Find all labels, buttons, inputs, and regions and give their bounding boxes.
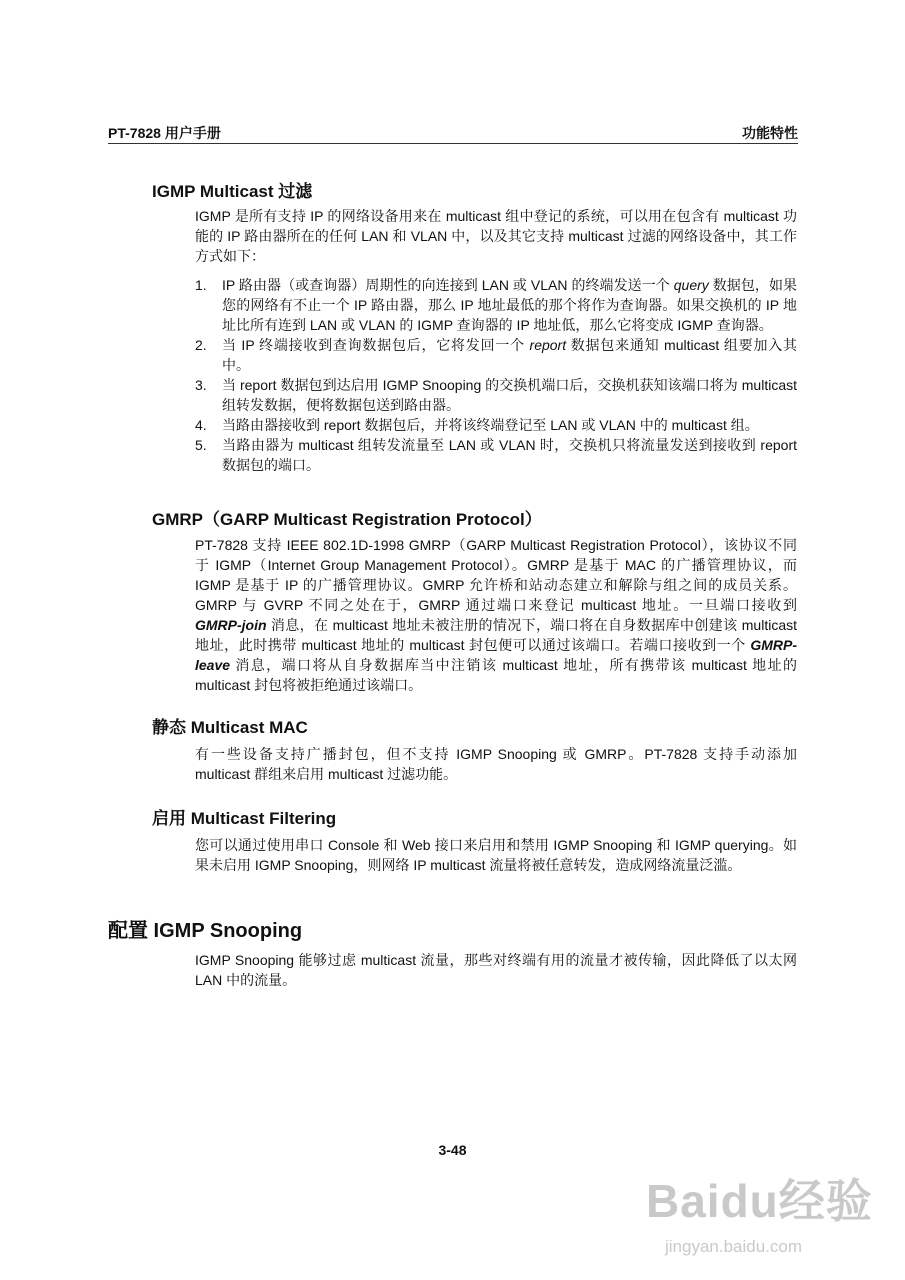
- configure-igmp-text: IGMP Snooping 能够过虑 multicast 流量，那些对终端有用的流量才被传输，因此降低了以太网 LAN 中的流量。: [195, 952, 797, 988]
- list-item: [195, 375, 797, 415]
- list-emphasis: report: [529, 337, 567, 353]
- baidu-watermark: [640, 1155, 890, 1270]
- header-section: 功能特性: [742, 125, 798, 141]
- gmrp-join-term: GMRP-join: [195, 617, 267, 633]
- section-title-enable-filtering: 启用 Multicast Filtering: [152, 809, 337, 828]
- watermark-url: jingyan.baidu.com: [665, 1237, 803, 1256]
- gmrp-text-3: 消息，端口将从自身数据库当中注销该 multicast 地址，所有携带该 multicast 地址的 multicast 封包将被拒绝通过该端口。: [195, 657, 797, 693]
- gmrp-paragraph: [195, 535, 797, 695]
- gmrp-text-2: 消息，在 multicast 地址未被注册的情况下，端口将在自身数据库中创建该 multicast 地址，此时携带 multicast 地址的 multicast 封包便可以通过该端口。若端口接收到一个: [195, 617, 797, 653]
- section-title-configure-igmp: 配置 IGMP Snooping: [108, 920, 303, 942]
- list-item: [195, 335, 797, 375]
- list-emphasis: query: [673, 277, 709, 293]
- enable-filtering-text: 您可以通过使用串口 Console 和 Web 接口来启用和禁用 IGMP Snooping 和 IGMP querying。如果未启用 IGMP Snooping，则网络 IP multicast 流量将被任意转发，造成网络流量泛滥。: [195, 837, 797, 873]
- list-text-cont: 数据包来通知 multicast 组要加入其中。: [222, 337, 797, 373]
- igmp-steps-list: [195, 275, 797, 475]
- section-title-gmrp: GMRP（GARP Multicast Registration Protocol）: [152, 510, 542, 529]
- list-number: 3.: [195, 377, 207, 393]
- section-title-igmp-filter: IGMP Multicast 过滤: [152, 182, 313, 201]
- list-text-cont: 数据包，如果您的网络有不止一个 IP 路由器，那么 IP 地址最低的那个将作为查询器。如果交换机的 IP 地址比所有连到 LAN 或 VLAN 的 IGMP 查询器的 IP 地址低，那么它将变成 IGMP 查询器。: [222, 277, 798, 333]
- igmp-intro: IGMP 是所有支持 IP 的网络设备用来在 multicast 组中登记的系统，可以用在包含有 multicast 功能的 IP 路由器所在的任何 LAN 和 VLAN 中，以及其它支持 multicast 过滤的网络设备中，其工作方式如下：: [195, 208, 797, 264]
- list-number: 1.: [195, 277, 207, 293]
- list-text: 当路由器接收到 report 数据包后，并将该终端登记至 LAN 或 VLAN 中的 multicast 组。: [222, 417, 759, 433]
- list-text: 当 report 数据包到达启用 IGMP Snooping 的交换机端口后，交换机获知该端口将为 multicast 组转发数据，便将数据包送到路由器。: [222, 377, 797, 413]
- list-number: 5.: [195, 437, 207, 453]
- section-title-static-mac: 静态 Multicast MAC: [152, 718, 308, 737]
- list-text: 当路由器为 multicast 组转发流量至 LAN 或 VLAN 时，交换机只将流量发送到接收到 report 数据包的端口。: [222, 437, 797, 473]
- list-number: 2.: [195, 337, 207, 353]
- list-text: IP 路由器（或查询器）周期性的向连接到 LAN 或 VLAN 的终端发送一个: [222, 277, 674, 293]
- page-number: 3-48: [438, 1142, 467, 1158]
- list-text: 当 IP 终端接收到查询数据包后，它将发回一个: [222, 337, 530, 353]
- list-number: 4.: [195, 417, 207, 433]
- list-item: [195, 275, 797, 335]
- gmrp-text-1: PT-7828 支持 IEEE 802.1D-1998 GMRP（GARP Multicast Registration Protocol），该协议不同于 IGMP（Internet Group Management Protocol）。GMRP 是基于 MAC 的广播管理协议，而 IGMP 是基于 IP 的广播管理协议。GMRP 允许桥和站动态建立和解除与组之间的成员关系。GMRP 与 GVRP 不同之处在于，GMRP 通过端口来登记 multicast 地址。一旦端口接收到: [195, 537, 797, 613]
- page-header: [108, 123, 798, 144]
- list-item: [195, 435, 797, 475]
- list-item: [195, 415, 797, 435]
- static-mac-text: 有一些设备支持广播封包，但不支持 IGMP Snooping 或 GMRP。PT-7828 支持手动添加 multicast 群组来启用 multicast 过滤功能。: [195, 746, 797, 782]
- watermark-logo: Baidu经验: [646, 1175, 873, 1227]
- gmrp-leave-term: GMRP-leave: [195, 637, 797, 673]
- header-title: PT-7828 用户手册: [108, 125, 221, 141]
